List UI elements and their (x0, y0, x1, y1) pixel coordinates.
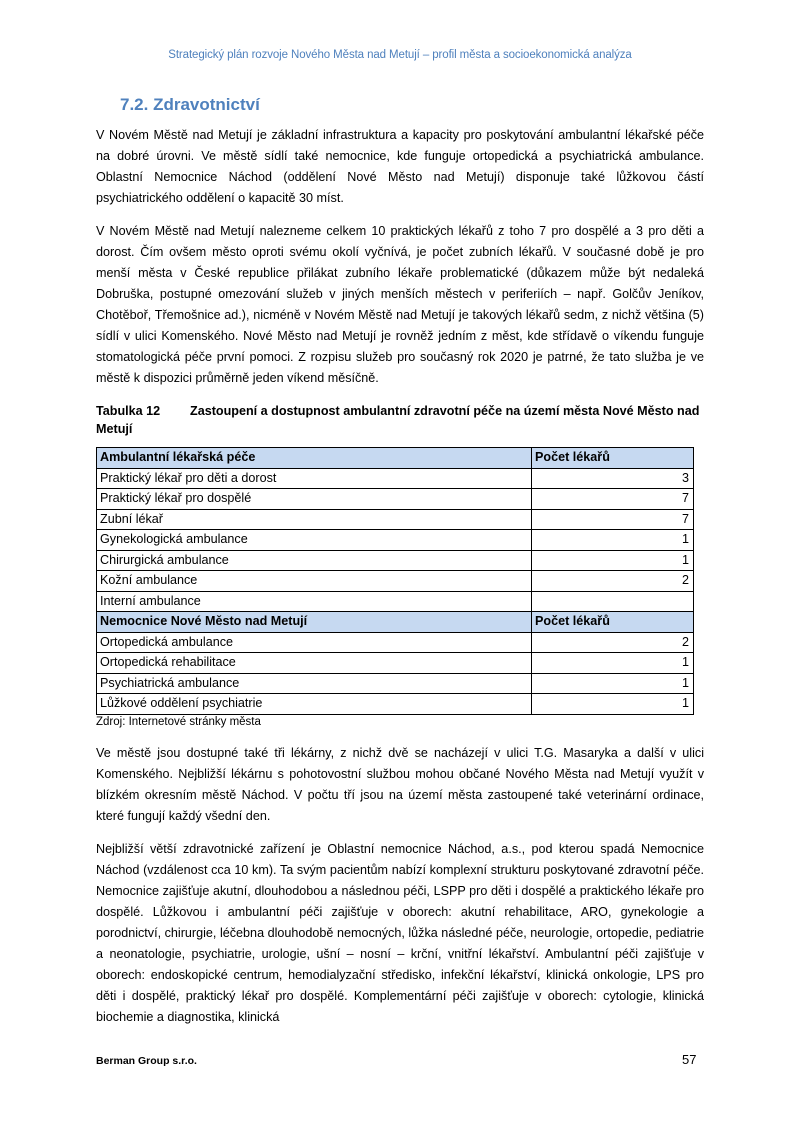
table-cell-count: 2 (532, 571, 694, 592)
table-cell-count: 7 (532, 489, 694, 510)
table-row (97, 653, 694, 674)
table-cell: Ortopedická rehabilitace (97, 653, 532, 674)
table-row (97, 468, 694, 489)
table-cell: Lůžkové oddělení psychiatrie (97, 694, 532, 715)
table-cell: Psychiatrická ambulance (97, 673, 532, 694)
table-row (97, 571, 694, 592)
table-cell: Ortopedická ambulance (97, 632, 532, 653)
table-row (97, 489, 694, 510)
table-cell-count: 2 (532, 632, 694, 653)
table-cell-count: 1 (532, 550, 694, 571)
table-cell: Kožní ambulance (97, 571, 532, 592)
table-cell-count: 1 (532, 673, 694, 694)
table-header-cell: Počet lékařů (532, 448, 694, 469)
table-cell: Chirurgická ambulance (97, 550, 532, 571)
table-cell-count: 3 (532, 468, 694, 489)
footer-company: Berman Group s.r.o. (96, 1055, 197, 1067)
table-row (97, 509, 694, 530)
section-heading: 7.2. Zdravotnictví (120, 95, 260, 114)
table-cell-count: 1 (532, 530, 694, 551)
table-header-cell: Ambulantní lékařská péče (97, 448, 532, 469)
paragraph-2: V Novém Městě nad Metují nalezneme celkem 10 praktických lékařů z toho 7 pro dospělé a 3 pro děti a dorost. Čím ovšem město oproti svému okolí vyčnívá, je počet zubních lékařů. V současné době je pro menší města v České republice přilákat zubního lékaře problematické (důkazem může být nedaleká Dobruška, postupné omezování služeb v jiných menších městech v periferiích – např. Golčův Jeníkov, Chotěboř, Třemošnice ad.), nicméně v Novém Městě nad Metují je takových lékařů sedm, z nichž většina (5) sídlí v ulici Komenského. Nové Město nad Metují je rovněž jedním z měst, kde střídavě o víkendu funguje stomatologická péče první pomoci. Z rozpisu služeb pro současný rok 2020 je patrné, že tato služba je ve městě k dispozici průměrně jeden víkend měsíčně. (96, 224, 704, 385)
table-source: Zdroj: Internetové stránky města (96, 716, 261, 728)
paragraph-4: Nejbližší větší zdravotnické zařízení je Oblastní nemocnice Náchod, a.s., pod kterou spadá Nemocnice Náchod (vzdálenost cca 10 km). Ta svým pacientům nabízí komplexní strukturu poskytované zdravotní péče. Nemocnice zajišťuje akutní, dlouhodobou a následnou péči, LSPP pro děti i dospělé a praktického lékaře pro dospělé. Lůžkovou i ambulantní péči zajišťuje v oborech: akutní rehabilitace, ARO, gynekologie a porodnictví, chirurgie, léčebna dlouhodobě nemocných, lůžka následné péče, neurologie, ortopedie, pediatrie a neonatologie, psychiatrie, urologie, ušní – nosní – krční, vnitřní lékařství. Ambulantní péči zajišťuje v oborech: endoskopické centrum, hemodialyzační středisko, infekční lékařství, klinická onkologie, LPS pro děti i dospělé, praktický lékař pro dospělé. Komplementární péči zajišťuje v oborech: cytologie, klinická biochemie a diagnostika, klinická (96, 842, 704, 1024)
table-row (97, 591, 694, 612)
table-cell-count: 1 (532, 694, 694, 715)
table-row (97, 530, 694, 551)
table-header-row (97, 448, 694, 469)
page-number: 57 (682, 1052, 697, 1067)
table-row (97, 694, 694, 715)
table-row (97, 673, 694, 694)
table-cell-count (532, 591, 694, 612)
table-row (97, 632, 694, 653)
table-cell: Praktický lékař pro dospělé (97, 489, 532, 510)
table-cell: Zubní lékař (97, 509, 532, 530)
table-caption-label: Tabulka 12 (96, 404, 161, 418)
table-cell-count: 7 (532, 509, 694, 530)
table-header-cell: Počet lékařů (532, 612, 694, 633)
table-cell: Praktický lékař pro děti a dorost (97, 468, 532, 489)
healthcare-table (96, 447, 694, 715)
table-row (97, 550, 694, 571)
table-header-cell: Nemocnice Nové Město nad Metují (97, 612, 532, 633)
table-caption-text: Zastoupení a dostupnost ambulantní zdravotní péče na území města Nové Město nad Metují (96, 404, 700, 436)
table-cell: Gynekologická ambulance (97, 530, 532, 551)
paragraph-3: Ve městě jsou dostupné také tři lékárny, z nichž dvě se nacházejí v ulici T.G. Masaryka a další v ulici Komenského. Nejbližší lékárnu s pohotovostní službou mohou občané Nového Města nad Metují využít v blízkém okresním městě Náchod. V počtu tří jsou na území města zastoupené také veterinární ordinace, které fungují každý všední den. (96, 746, 704, 823)
table-caption (96, 402, 704, 438)
paragraph-1: V Novém Městě nad Metují je základní infrastruktura a kapacity pro poskytování ambulantní lékařské péče na dobré úrovni. Ve městě sídlí také nemocnice, kde funguje ortopedická a psychiatrická ambulance. Oblastní Nemocnice Náchod (oddělení Nové Město nad Metují) disponuje také lůžkovou částí psychiatrického oddělení o kapacitě 30 míst. (96, 128, 704, 205)
table-header-row (97, 612, 694, 633)
table-cell: Interní ambulance (97, 591, 532, 612)
running-header: Strategický plán rozvoje Nového Města nad Metují – profil města a socioekonomická analýza (168, 49, 632, 61)
table-cell-count: 1 (532, 653, 694, 674)
